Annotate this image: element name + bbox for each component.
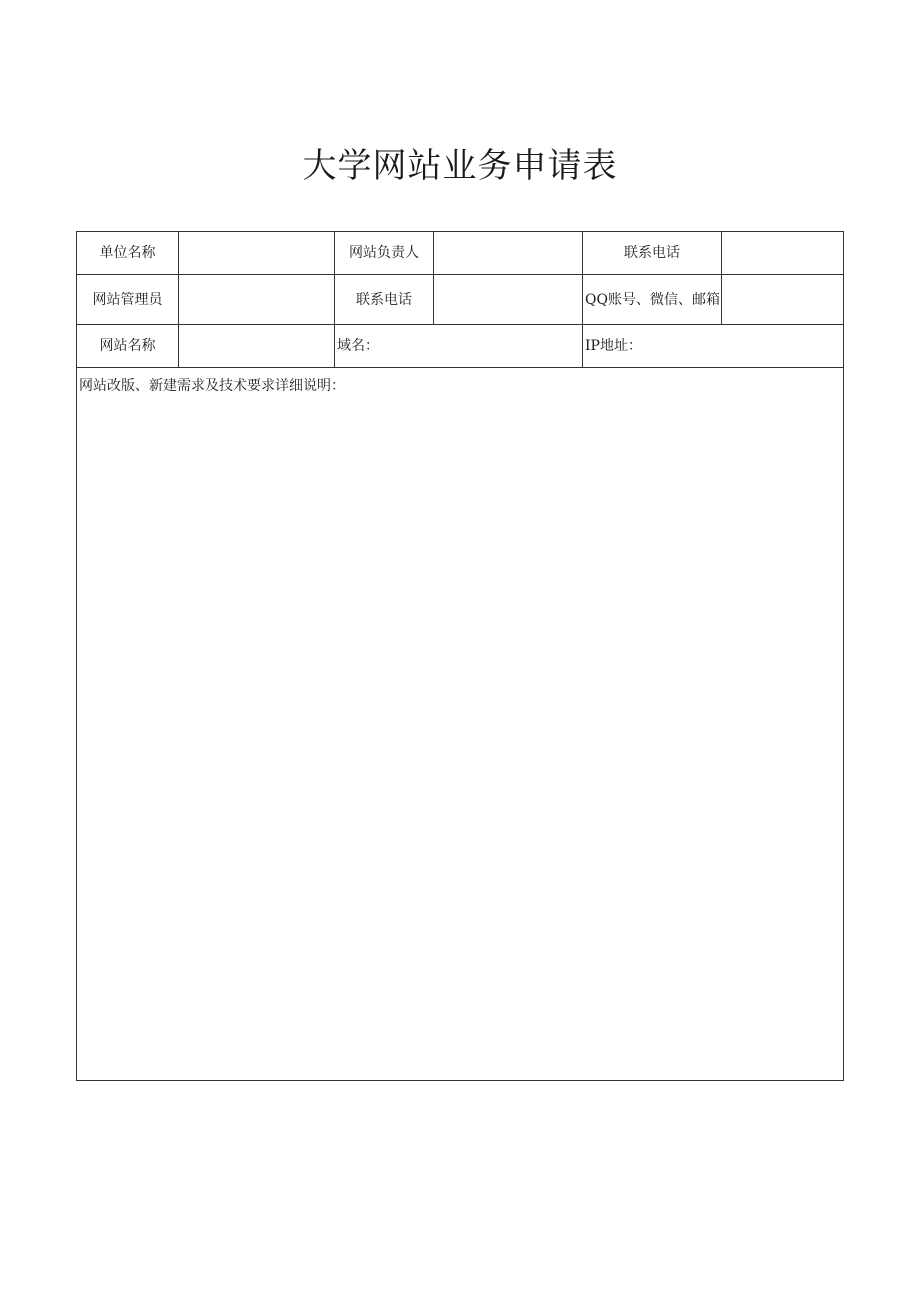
site-name-label: 网站名称 (77, 325, 179, 368)
unit-name-field[interactable] (179, 232, 335, 275)
site-owner-label: 网站负责人 (335, 232, 434, 275)
form-row-requirements (77, 368, 844, 1081)
owner-phone-field[interactable] (722, 232, 844, 275)
owner-phone-label: 联系电话 (583, 232, 722, 275)
form-row-site (77, 325, 844, 368)
form-row-admin (77, 275, 844, 325)
unit-name-label: 单位名称 (77, 232, 179, 275)
contact-info-label: QQ账号、微信、邮箱 (583, 275, 722, 325)
admin-phone-field[interactable] (434, 275, 583, 325)
domain-field[interactable]: 域名： (335, 325, 583, 368)
requirements-field[interactable]: 网站改版、新建需求及技术要求详细说明： (77, 368, 844, 1081)
ip-address-field[interactable]: IP地址： (583, 325, 844, 368)
application-form-table (76, 231, 844, 1081)
site-owner-field[interactable] (434, 232, 583, 275)
page-title: 大学网站业务申请表 (302, 146, 618, 186)
contact-info-field[interactable] (722, 275, 844, 325)
admin-phone-label: 联系电话 (335, 275, 434, 325)
site-admin-label: 网站管理员 (77, 275, 179, 325)
form-row-unit (77, 232, 844, 275)
site-name-field[interactable] (179, 325, 335, 368)
site-admin-field[interactable] (179, 275, 335, 325)
